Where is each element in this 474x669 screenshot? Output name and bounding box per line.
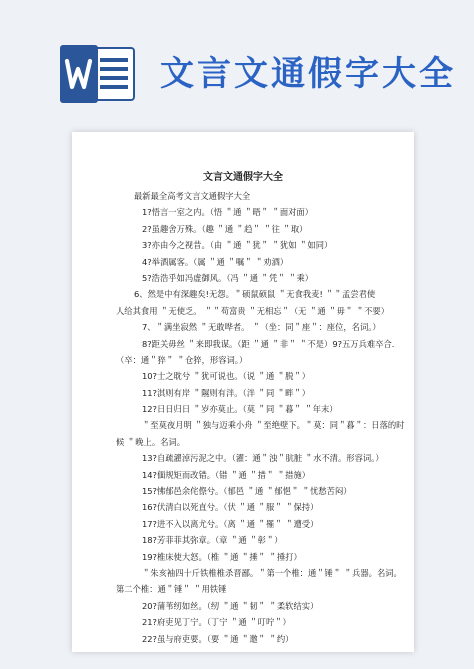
document-body (116, 188, 408, 647)
document-line: 8?距关毋丝 ＂来即我谋。（距 ＂通 ＂非＂ ＂不是）9?五万兵难卒合. (142, 338, 395, 349)
document-line: 最新最全高考文言文通假字大全 (134, 191, 251, 201)
document-line: 19?椎床使大怒。（椎 ＂通 ＂捶＂ ＂捶打） (142, 551, 302, 562)
document-line: 10?士之耽兮 ＂犹可说也。（说 ＂通 ＂脱＂） (142, 371, 311, 382)
document-line: 5?浩浩乎如冯虚御风。（冯 ＂通 ＂凭＂ ＂乘） (142, 272, 314, 283)
document-line: 20?蒲苇纫如丝。（纫 ＂通 ＂韧＂ ＂柔软结实） (142, 600, 319, 611)
document-page (72, 132, 414, 652)
document-line: 16?伏清白以死直兮。（伏 ＂通 ＂服＂ ＂保持） (142, 502, 319, 513)
document-line: 14?偭规矩而改错。（错 ＂通 ＂措＂ ＂措施） (142, 469, 311, 480)
document-line: 7、＂满坐寂然 ＂无敢哗者。 ＂（坐：同＂座＂：座位，名词。） (142, 322, 381, 333)
document-title: 文言文通假字大全 (203, 172, 283, 183)
document-line: 6、然是中有深趣矣!无怨。＂硕鼠硕鼠 ＂无食我麦! ＂＂孟尝君使 (134, 289, 376, 300)
document-line: 人给其食用 ＂无使乏。 ＂＂苟富贵 ＂无相忘＂（无 ＂通 ＂毋＂ ＂不要） (116, 305, 390, 316)
document-line: 18?芳菲菲其弥章。（章 ＂通 ＂彰＂） (142, 535, 283, 546)
document-line: ＂至莫夜月明 ＂独与迈乘小舟 ＂至绝壁下。＂莫：同＂暮＂：日落的时 (142, 420, 405, 431)
document-line: 12?日日归日 ＂岁亦莫止。（莫 ＂同 ＂暮＂ ＂年末） (142, 404, 338, 415)
document-line: 4?举酒属客。（属 ＂通 ＂嘱＂ ＂劝酒） (142, 256, 289, 267)
word-document-icon (60, 45, 136, 103)
document-line: ＂朱亥袖四十斤铁椎椎杀晋鄙。＂第一个椎：通＂锤＂ ＂兵器。名词。 (142, 567, 402, 578)
document-line: 候 ＂晚上。名词。 (116, 436, 186, 447)
banner-title: 文言文通假字大全 (160, 54, 456, 94)
document-line: 21?府吏见丁宁。（丁宁 ＂通 ＂叮咛＂） (142, 617, 291, 628)
document-line: 17?进不入以离尤兮。（离 ＂通 ＂罹＂ ＂遭受） (142, 518, 319, 529)
document-line: 15?怫郁邑余侘傺兮。（郁邑 ＂通 ＂郁悒＂ ＂忧愁苦闷） (142, 486, 352, 497)
document-line: 1?悟言一室之内。（悟 ＂通 ＂晤＂ ＂面对面） (142, 207, 314, 218)
document-line: 13?自疏濯淖污泥之中。（濯：通＂浊＂肮脏 ＂水不清。形容词。） (142, 453, 384, 464)
document-line: 2?虽趣舍万殊。（趣 ＂通 ＂趋＂ ＂往 ＂取） (142, 223, 308, 234)
document-line: （卒：通＂猝＂ ＂仓猝，形容词。） (116, 354, 248, 365)
document-line: 11?淇则有岸 ＂隰则有泮。（泮 ＂同 ＂畔＂） (142, 387, 311, 398)
document-line: 22?虽与府吏要。（要 ＂通 ＂邀＂ ＂约） (142, 633, 294, 644)
banner (0, 0, 474, 120)
document-line: 第二个椎：通＂锤＂ ＂用铁锤 (116, 584, 227, 595)
document-line: 3?亦由今之视昔。（由 ＂通 ＂犹＂ ＂犹如 ＂如同） (142, 240, 333, 251)
